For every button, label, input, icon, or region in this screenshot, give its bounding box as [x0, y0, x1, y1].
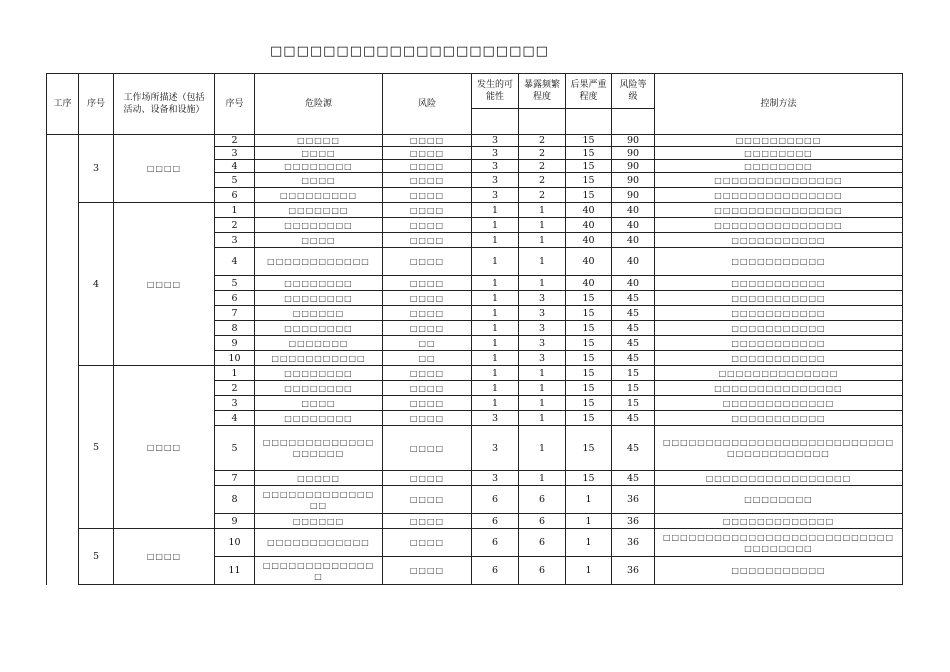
- likelihood-cell: 3: [472, 173, 519, 188]
- header-seq2: 序号: [215, 74, 255, 135]
- likelihood-cell: 3: [472, 411, 519, 426]
- table-row: [47, 366, 903, 381]
- row-seq-cell: 5: [215, 426, 255, 471]
- row-seq-cell: 7: [215, 306, 255, 321]
- hazard-cell: □□□□□□□□□□□□: [255, 529, 383, 557]
- risk-cell: □□□□: [383, 486, 472, 514]
- severity-cell: 15: [566, 471, 612, 486]
- row-seq-cell: 10: [215, 351, 255, 366]
- control-method-cell: □□□□□□□□□□□: [655, 351, 903, 366]
- hazard-cell: □□□□□□□□□□□: [255, 351, 383, 366]
- page-title: □□□□□□□□□□□□□□□□□□□□□: [270, 44, 549, 59]
- severity-cell: 1: [566, 486, 612, 514]
- hazard-cell: □□□□□□□□: [255, 381, 383, 396]
- row-seq-cell: 5: [215, 276, 255, 291]
- risk-cell: □□□□: [383, 471, 472, 486]
- control-method-cell: □□□□□□□□: [655, 147, 903, 160]
- hazard-cell: □□□□□□□□□: [255, 188, 383, 203]
- control-method-cell: □□□□□□□□□□□□□□□□□: [655, 471, 903, 486]
- likelihood-cell: 6: [472, 486, 519, 514]
- group-workplace-cell: □□□□: [114, 366, 215, 529]
- hazard-cell: □□□□□: [255, 471, 383, 486]
- hazard-cell: □□□□: [255, 173, 383, 188]
- hazard-cell: □□□□: [255, 147, 383, 160]
- risk-level-cell: 90: [612, 135, 655, 147]
- group-seq-cell: 4: [79, 203, 114, 366]
- hazard-cell: □□□□□□□□□□□□□□□: [255, 486, 383, 514]
- exposure-cell: 3: [519, 351, 566, 366]
- likelihood-cell: 3: [472, 188, 519, 203]
- risk-level-cell: 45: [612, 471, 655, 486]
- risk-level-cell: 90: [612, 173, 655, 188]
- risk-cell: □□□□: [383, 411, 472, 426]
- table-row: [47, 203, 903, 218]
- group-workplace-cell: □□□□: [114, 135, 215, 203]
- likelihood-cell: 6: [472, 557, 519, 585]
- severity-cell: 15: [566, 351, 612, 366]
- hazard-cell: □□□□□□□□□□□□□□: [255, 557, 383, 585]
- risk-level-cell: 15: [612, 381, 655, 396]
- hazard-cell: □□□□□□□□: [255, 411, 383, 426]
- header-risk: 风险: [383, 74, 472, 135]
- risk-cell: □□: [383, 351, 472, 366]
- severity-cell: 15: [566, 381, 612, 396]
- severity-cell: 15: [566, 291, 612, 306]
- header-process: 工序: [47, 74, 79, 135]
- risk-level-cell: 90: [612, 147, 655, 160]
- risk-cell: □□□□: [383, 173, 472, 188]
- control-method-cell: □□□□□□□□□□□: [655, 233, 903, 248]
- risk-cell: □□□□: [383, 188, 472, 203]
- risk-level-cell: 45: [612, 411, 655, 426]
- likelihood-cell: 1: [472, 233, 519, 248]
- likelihood-cell: 1: [472, 306, 519, 321]
- hazard-cell: □□□□□□□□: [255, 160, 383, 173]
- risk-cell: □□□□: [383, 276, 472, 291]
- row-seq-cell: 5: [215, 173, 255, 188]
- risk-level-cell: 40: [612, 276, 655, 291]
- severity-cell: 15: [566, 188, 612, 203]
- table-header: [47, 74, 903, 135]
- likelihood-cell: 1: [472, 321, 519, 336]
- row-seq-cell: 2: [215, 135, 255, 147]
- severity-cell: 15: [566, 321, 612, 336]
- severity-cell: 15: [566, 366, 612, 381]
- exposure-cell: 1: [519, 471, 566, 486]
- row-seq-cell: 8: [215, 321, 255, 336]
- control-method-cell: □□□□□□□□□□□□□□□□□□□□□□□□□□□□□□□□□□□: [655, 529, 903, 557]
- hazard-cell: □□□□□□□□: [255, 276, 383, 291]
- risk-level-cell: 40: [612, 248, 655, 276]
- likelihood-cell: 3: [472, 426, 519, 471]
- risk-cell: □□□□: [383, 557, 472, 585]
- risk-cell: □□□□: [383, 218, 472, 233]
- control-method-cell: □□□□□□□□□□□□□□□: [655, 188, 903, 203]
- table-body: [47, 135, 903, 585]
- severity-cell: 15: [566, 160, 612, 173]
- likelihood-cell: 1: [472, 381, 519, 396]
- severity-cell: 15: [566, 135, 612, 147]
- exposure-cell: 1: [519, 366, 566, 381]
- likelihood-cell: 3: [472, 160, 519, 173]
- exposure-cell: 3: [519, 321, 566, 336]
- risk-cell: □□□□: [383, 381, 472, 396]
- exposure-cell: 1: [519, 203, 566, 218]
- hazard-cell: □□□□□: [255, 135, 383, 147]
- row-seq-cell: 11: [215, 557, 255, 585]
- risk-level-cell: 36: [612, 529, 655, 557]
- row-seq-cell: 8: [215, 486, 255, 514]
- control-method-cell: □□□□□□□□□□□□□□: [655, 366, 903, 381]
- hazard-cell: □□□□□□□□□□□□□□□□□□□: [255, 426, 383, 471]
- control-method-cell: □□□□□□□□□□□: [655, 248, 903, 276]
- risk-level-cell: 45: [612, 291, 655, 306]
- risk-level-cell: 36: [612, 514, 655, 529]
- exposure-cell: 1: [519, 276, 566, 291]
- header-hazard: 危险源: [255, 74, 383, 135]
- exposure-cell: 2: [519, 188, 566, 203]
- row-seq-cell: 3: [215, 396, 255, 411]
- row-seq-cell: 9: [215, 336, 255, 351]
- group-seq-cell: 5: [79, 529, 114, 585]
- severity-cell: 15: [566, 396, 612, 411]
- row-seq-cell: 10: [215, 529, 255, 557]
- severity-cell: 15: [566, 147, 612, 160]
- exposure-cell: 2: [519, 160, 566, 173]
- risk-cell: □□□□: [383, 203, 472, 218]
- header-seq: 序号: [79, 74, 114, 135]
- row-seq-cell: 4: [215, 248, 255, 276]
- risk-level-cell: 45: [612, 306, 655, 321]
- row-seq-cell: 6: [215, 291, 255, 306]
- risk-assessment-table-container: [46, 73, 903, 585]
- likelihood-cell: 1: [472, 291, 519, 306]
- risk-level-cell: 45: [612, 426, 655, 471]
- exposure-cell: 6: [519, 486, 566, 514]
- process-cell: [47, 135, 79, 585]
- risk-cell: □□□□: [383, 291, 472, 306]
- exposure-cell: 1: [519, 411, 566, 426]
- exposure-cell: 1: [519, 248, 566, 276]
- row-seq-cell: 3: [215, 147, 255, 160]
- exposure-cell: 1: [519, 381, 566, 396]
- risk-level-cell: 90: [612, 160, 655, 173]
- likelihood-cell: 1: [472, 248, 519, 276]
- risk-level-cell: 36: [612, 486, 655, 514]
- header-level: 风险等级: [612, 74, 655, 109]
- hazard-cell: □□□□□□□□□□□□: [255, 248, 383, 276]
- risk-cell: □□□□: [383, 248, 472, 276]
- control-method-cell: □□□□□□□□□□□□□: [655, 514, 903, 529]
- control-method-cell: □□□□□□□□□□□: [655, 336, 903, 351]
- row-seq-cell: 9: [215, 514, 255, 529]
- header-likelihood-sub: [472, 109, 519, 135]
- risk-cell: □□□□: [383, 529, 472, 557]
- row-seq-cell: 1: [215, 366, 255, 381]
- severity-cell: 1: [566, 514, 612, 529]
- risk-cell: □□□□: [383, 426, 472, 471]
- group-seq-cell: 5: [79, 366, 114, 529]
- severity-cell: 40: [566, 233, 612, 248]
- risk-level-cell: 40: [612, 218, 655, 233]
- likelihood-cell: 1: [472, 276, 519, 291]
- likelihood-cell: 1: [472, 351, 519, 366]
- row-seq-cell: 4: [215, 160, 255, 173]
- likelihood-cell: 3: [472, 471, 519, 486]
- header-likelihood: 发生的可能性: [472, 74, 519, 109]
- severity-cell: 15: [566, 336, 612, 351]
- exposure-cell: 6: [519, 529, 566, 557]
- exposure-cell: 3: [519, 336, 566, 351]
- group-workplace-cell: □□□□: [114, 529, 215, 585]
- risk-cell: □□□□: [383, 396, 472, 411]
- hazard-cell: □□□□□□: [255, 306, 383, 321]
- risk-level-cell: 40: [612, 233, 655, 248]
- header-exposure-sub: [519, 109, 566, 135]
- header-control: 控制方法: [655, 74, 903, 135]
- hazard-cell: □□□□: [255, 396, 383, 411]
- likelihood-cell: 1: [472, 396, 519, 411]
- severity-cell: 15: [566, 306, 612, 321]
- risk-level-cell: 36: [612, 557, 655, 585]
- control-method-cell: □□□□□□□□□□□□□□□: [655, 218, 903, 233]
- severity-cell: 40: [566, 276, 612, 291]
- severity-cell: 15: [566, 411, 612, 426]
- exposure-cell: 1: [519, 396, 566, 411]
- hazard-cell: □□□□□□□□: [255, 321, 383, 336]
- table-row: [47, 135, 903, 147]
- risk-level-cell: 90: [612, 188, 655, 203]
- control-method-cell: □□□□□□□□□□□: [655, 276, 903, 291]
- control-method-cell: □□□□□□□□□□□: [655, 291, 903, 306]
- likelihood-cell: 3: [472, 135, 519, 147]
- severity-cell: 15: [566, 173, 612, 188]
- risk-cell: □□□□: [383, 233, 472, 248]
- control-method-cell: □□□□□□□□□□□: [655, 306, 903, 321]
- row-seq-cell: 2: [215, 381, 255, 396]
- exposure-cell: 2: [519, 135, 566, 147]
- hazard-cell: □□□□□□□□: [255, 291, 383, 306]
- control-method-cell: □□□□□□□□□□□□□□□: [655, 173, 903, 188]
- severity-cell: 15: [566, 426, 612, 471]
- risk-cell: □□□□: [383, 321, 472, 336]
- hazard-cell: □□□□□□□: [255, 336, 383, 351]
- table-row: [47, 529, 903, 557]
- control-method-cell: □□□□□□□□□□: [655, 135, 903, 147]
- group-seq-cell: 3: [79, 135, 114, 203]
- exposure-cell: 6: [519, 514, 566, 529]
- risk-level-cell: 45: [612, 321, 655, 336]
- severity-cell: 40: [566, 218, 612, 233]
- control-method-cell: □□□□□□□□□□□□□: [655, 396, 903, 411]
- hazard-cell: □□□□□□□□: [255, 218, 383, 233]
- likelihood-cell: 6: [472, 514, 519, 529]
- severity-cell: 1: [566, 529, 612, 557]
- hazard-cell: □□□□□□□□: [255, 366, 383, 381]
- risk-cell: □□□□: [383, 135, 472, 147]
- risk-level-cell: 15: [612, 366, 655, 381]
- control-method-cell: □□□□□□□□: [655, 160, 903, 173]
- risk-cell: □□: [383, 336, 472, 351]
- severity-cell: 40: [566, 203, 612, 218]
- exposure-cell: 3: [519, 291, 566, 306]
- header-severity: 后果严重程度: [566, 74, 612, 109]
- risk-cell: □□□□: [383, 306, 472, 321]
- exposure-cell: 1: [519, 426, 566, 471]
- likelihood-cell: 1: [472, 336, 519, 351]
- control-method-cell: □□□□□□□□□□□□□□□: [655, 203, 903, 218]
- exposure-cell: 2: [519, 173, 566, 188]
- likelihood-cell: 1: [472, 218, 519, 233]
- likelihood-cell: 6: [472, 529, 519, 557]
- header-exposure: 暴露频繁程度: [519, 74, 566, 109]
- control-method-cell: □□□□□□□□□□□: [655, 557, 903, 585]
- control-method-cell: □□□□□□□□: [655, 486, 903, 514]
- hazard-cell: □□□□□□: [255, 514, 383, 529]
- control-method-cell: □□□□□□□□□□□□□□□: [655, 381, 903, 396]
- header-level-sub: [612, 109, 655, 135]
- exposure-cell: 1: [519, 218, 566, 233]
- risk-level-cell: 45: [612, 336, 655, 351]
- header-severity-sub: [566, 109, 612, 135]
- hazard-cell: □□□□□□□: [255, 203, 383, 218]
- row-seq-cell: 3: [215, 233, 255, 248]
- likelihood-cell: 1: [472, 366, 519, 381]
- likelihood-cell: 3: [472, 147, 519, 160]
- row-seq-cell: 4: [215, 411, 255, 426]
- exposure-cell: 3: [519, 306, 566, 321]
- header-workplace: 工作场所描述（包括活动、设备和设施）: [114, 74, 215, 135]
- risk-level-cell: 40: [612, 203, 655, 218]
- risk-cell: □□□□: [383, 366, 472, 381]
- group-workplace-cell: □□□□: [114, 203, 215, 366]
- control-method-cell: □□□□□□□□□□□: [655, 321, 903, 336]
- risk-level-cell: 45: [612, 351, 655, 366]
- risk-cell: □□□□: [383, 514, 472, 529]
- risk-assessment-table: [46, 73, 903, 585]
- control-method-cell: □□□□□□□□□□□□□□□□□□□□□□□□□□□□□□□□□□□□□□□: [655, 426, 903, 471]
- hazard-cell: □□□□: [255, 233, 383, 248]
- risk-cell: □□□□: [383, 160, 472, 173]
- row-seq-cell: 1: [215, 203, 255, 218]
- exposure-cell: 6: [519, 557, 566, 585]
- control-method-cell: □□□□□□□□□□□: [655, 411, 903, 426]
- exposure-cell: 2: [519, 147, 566, 160]
- severity-cell: 40: [566, 248, 612, 276]
- likelihood-cell: 1: [472, 203, 519, 218]
- exposure-cell: 1: [519, 233, 566, 248]
- row-seq-cell: 2: [215, 218, 255, 233]
- risk-cell: □□□□: [383, 147, 472, 160]
- row-seq-cell: 6: [215, 188, 255, 203]
- severity-cell: 1: [566, 557, 612, 585]
- row-seq-cell: 7: [215, 471, 255, 486]
- risk-level-cell: 15: [612, 396, 655, 411]
